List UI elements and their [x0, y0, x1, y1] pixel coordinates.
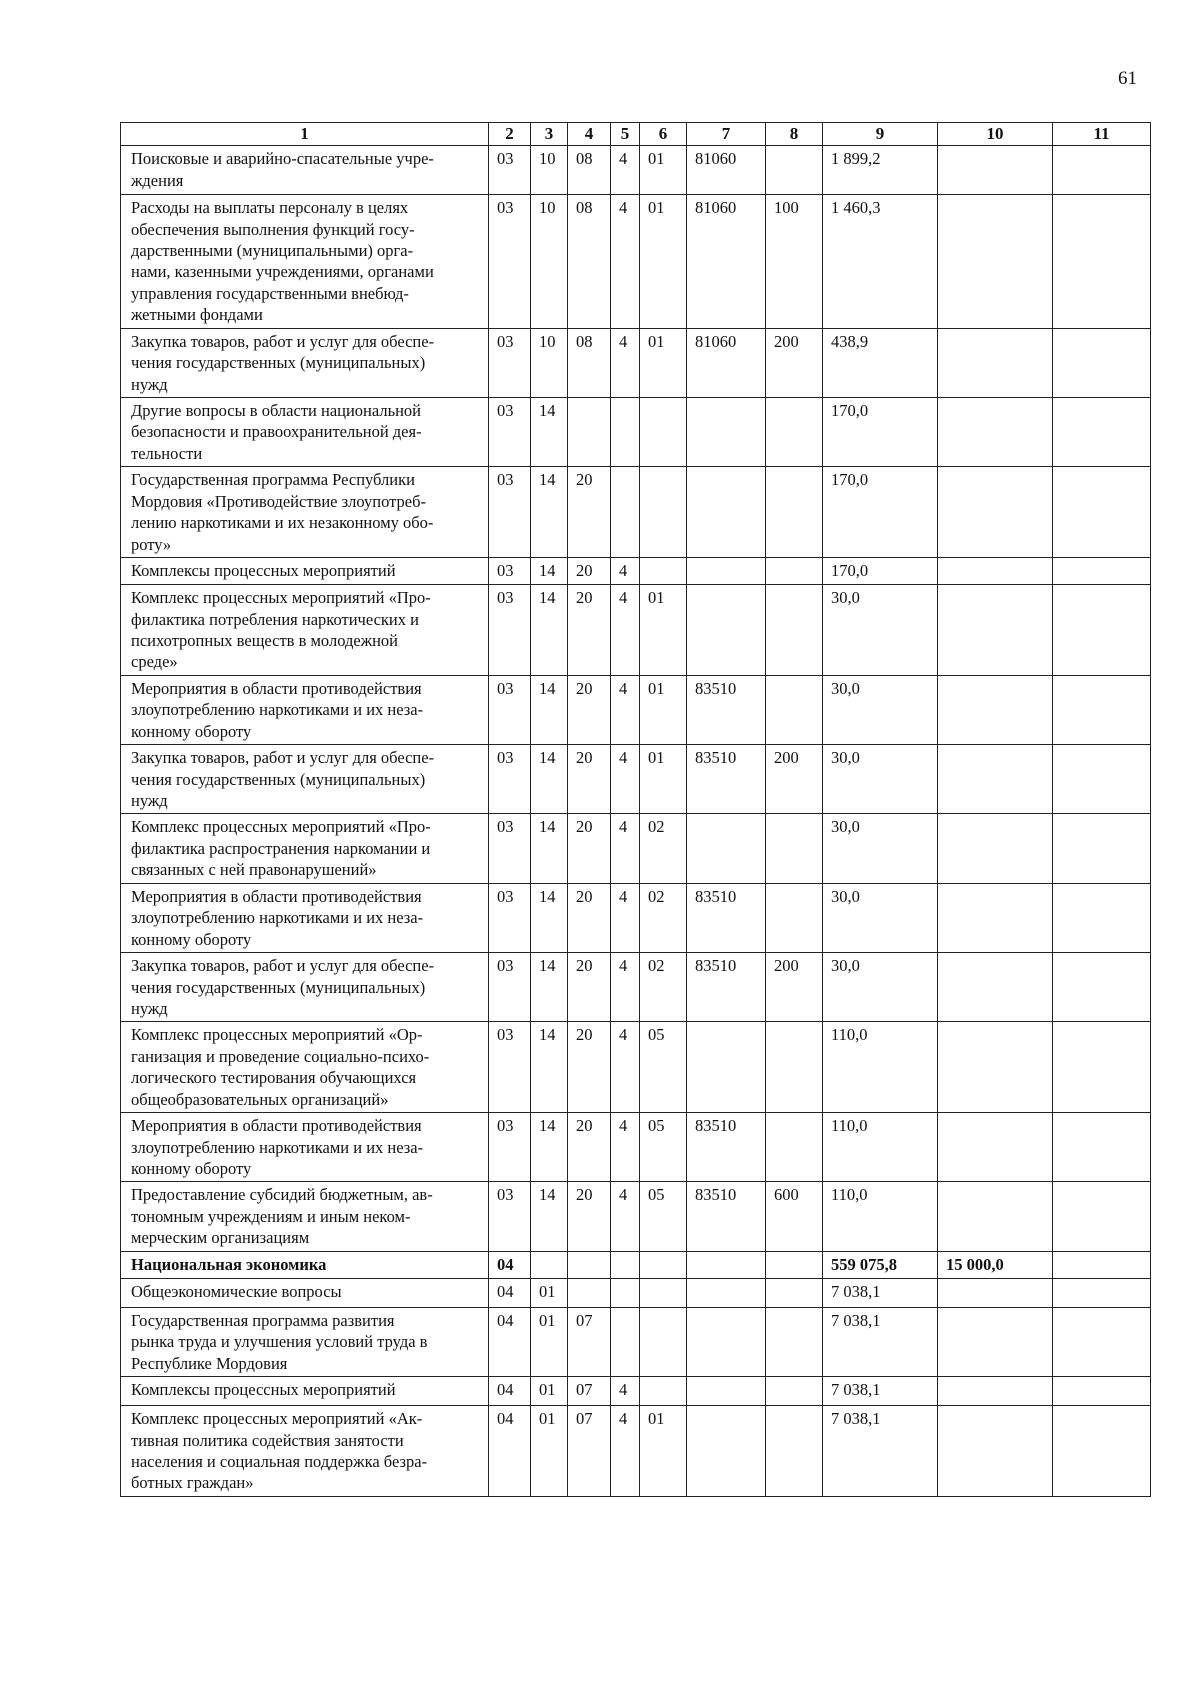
- table-cell: 30,0: [823, 883, 938, 952]
- row-name-cell: Мероприятия в области противодействия злоупотреблению наркотиками и их неза- конному обороту: [121, 675, 489, 744]
- table-row: [121, 1251, 1151, 1278]
- table-cell: [766, 1022, 823, 1113]
- table-cell: 83510: [687, 1182, 766, 1251]
- table-cell: [611, 1307, 640, 1376]
- column-header: 5: [611, 123, 640, 146]
- table-cell: 01: [640, 195, 687, 329]
- table-cell: 20: [568, 467, 611, 558]
- table-cell: 4: [611, 883, 640, 952]
- table-cell: 1 460,3: [823, 195, 938, 329]
- row-name-cell: Комплекс процессных мероприятий «Ор- ганизация и проведение социально-психо- логического тестирования обучающихся общеобразовательных организаций»: [121, 1022, 489, 1113]
- table-cell: [687, 814, 766, 883]
- table-cell: [1053, 558, 1151, 585]
- table-cell: 110,0: [823, 1022, 938, 1113]
- table-cell: [687, 1307, 766, 1376]
- table-cell: 20: [568, 883, 611, 952]
- table-cell: [938, 814, 1053, 883]
- table-cell: 03: [489, 745, 531, 814]
- table-cell: [640, 1307, 687, 1376]
- table-row: [121, 398, 1151, 467]
- table-cell: [766, 675, 823, 744]
- table-cell: 4: [611, 558, 640, 585]
- table-cell: 03: [489, 883, 531, 952]
- table-cell: 7 038,1: [823, 1377, 938, 1406]
- table-cell: [640, 1377, 687, 1406]
- table-cell: [938, 1377, 1053, 1406]
- table-cell: 03: [489, 558, 531, 585]
- table-cell: [938, 328, 1053, 397]
- row-name-cell: Другие вопросы в области национальной безопасности и правоохранительной дея- тельности: [121, 398, 489, 467]
- table-cell: [938, 883, 1053, 952]
- table-cell: [938, 745, 1053, 814]
- table-cell: 07: [568, 1377, 611, 1406]
- table-cell: [687, 1022, 766, 1113]
- table-row: [121, 883, 1151, 952]
- table-cell: 04: [489, 1307, 531, 1376]
- table-cell: 03: [489, 467, 531, 558]
- table-cell: 03: [489, 328, 531, 397]
- table-cell: 110,0: [823, 1182, 938, 1251]
- table-cell: 03: [489, 585, 531, 676]
- table-cell: 14: [531, 585, 568, 676]
- row-name-cell: Мероприятия в области противодействия злоупотреблению наркотиками и их неза- конному обороту: [121, 883, 489, 952]
- table-row: [121, 467, 1151, 558]
- table-cell: [640, 398, 687, 467]
- table-cell: [766, 1278, 823, 1307]
- table-cell: 20: [568, 1022, 611, 1113]
- table-cell: 81060: [687, 328, 766, 397]
- column-header: 7: [687, 123, 766, 146]
- table-cell: [1053, 1251, 1151, 1278]
- table-cell: 7 038,1: [823, 1278, 938, 1307]
- row-name-cell: Комплекс процессных мероприятий «Про- филактика распространения наркомании и связанных с ней правонарушений»: [121, 814, 489, 883]
- table-cell: [938, 675, 1053, 744]
- column-header: 6: [640, 123, 687, 146]
- table-cell: 4: [611, 1022, 640, 1113]
- row-name-cell: Национальная экономика: [121, 1251, 489, 1278]
- table-cell: 10: [531, 146, 568, 195]
- table-cell: [766, 1307, 823, 1376]
- table-cell: 14: [531, 745, 568, 814]
- row-name-cell: Закупка товаров, работ и услуг для обеспе- чения государственных (муниципальных) нужд: [121, 745, 489, 814]
- table-cell: 20: [568, 558, 611, 585]
- table-cell: 200: [766, 328, 823, 397]
- table-cell: [531, 1251, 568, 1278]
- table-cell: 10: [531, 328, 568, 397]
- column-header: 2: [489, 123, 531, 146]
- table-header-row: [121, 123, 1151, 146]
- row-name-cell: Комплексы процессных мероприятий: [121, 1377, 489, 1406]
- row-name-cell: Поисковые и аварийно-спасательные учре- ждения: [121, 146, 489, 195]
- table-row: [121, 328, 1151, 397]
- table-cell: 7 038,1: [823, 1307, 938, 1376]
- table-cell: 14: [531, 467, 568, 558]
- table-cell: 4: [611, 814, 640, 883]
- table-cell: 14: [531, 675, 568, 744]
- column-header: 9: [823, 123, 938, 146]
- table-cell: 04: [489, 1278, 531, 1307]
- column-header: 8: [766, 123, 823, 146]
- table-cell: 03: [489, 1022, 531, 1113]
- table-cell: 14: [531, 883, 568, 952]
- table-cell: [938, 585, 1053, 676]
- table-row: [121, 675, 1151, 744]
- table-cell: 08: [568, 195, 611, 329]
- table-cell: 14: [531, 1022, 568, 1113]
- table-cell: [1053, 1182, 1151, 1251]
- table-row: [121, 1022, 1151, 1113]
- table-cell: 1 899,2: [823, 146, 938, 195]
- table-cell: 02: [640, 814, 687, 883]
- table-cell: [568, 398, 611, 467]
- table-cell: [611, 1278, 640, 1307]
- table-cell: 05: [640, 1113, 687, 1182]
- row-name-cell: Комплекс процессных мероприятий «Про- филактика потребления наркотических и психотропных веществ в молодежной среде»: [121, 585, 489, 676]
- table-cell: 30,0: [823, 675, 938, 744]
- row-name-cell: Комплексы процессных мероприятий: [121, 558, 489, 585]
- table-row: [121, 814, 1151, 883]
- table-cell: 20: [568, 675, 611, 744]
- table-cell: 03: [489, 1182, 531, 1251]
- table-cell: [938, 953, 1053, 1022]
- table-cell: [766, 1113, 823, 1182]
- budget-table: [120, 122, 1151, 1497]
- table-cell: 170,0: [823, 558, 938, 585]
- table-row: [121, 1406, 1151, 1497]
- table-cell: 170,0: [823, 467, 938, 558]
- table-cell: 4: [611, 1406, 640, 1497]
- table-cell: 20: [568, 1113, 611, 1182]
- table-cell: 14: [531, 1182, 568, 1251]
- table-cell: 100: [766, 195, 823, 329]
- table-cell: [687, 558, 766, 585]
- table-cell: 01: [640, 328, 687, 397]
- table-cell: [611, 1251, 640, 1278]
- table-cell: 30,0: [823, 814, 938, 883]
- table-cell: [1053, 467, 1151, 558]
- table-cell: 83510: [687, 953, 766, 1022]
- table-cell: [568, 1278, 611, 1307]
- table-cell: [1053, 953, 1151, 1022]
- table-cell: [1053, 328, 1151, 397]
- table-cell: 7 038,1: [823, 1406, 938, 1497]
- column-header: 3: [531, 123, 568, 146]
- table-cell: 20: [568, 953, 611, 1022]
- row-name-cell: Предоставление субсидий бюджетным, ав- тономным учреждениям и иным неком- мерческим организациям: [121, 1182, 489, 1251]
- table-cell: 07: [568, 1406, 611, 1497]
- table-cell: [938, 1307, 1053, 1376]
- table-cell: [687, 1406, 766, 1497]
- table-cell: [938, 146, 1053, 195]
- table-cell: 4: [611, 146, 640, 195]
- table-cell: 05: [640, 1022, 687, 1113]
- table-cell: [687, 398, 766, 467]
- table-cell: 14: [531, 953, 568, 1022]
- table-cell: 83510: [687, 1113, 766, 1182]
- table-body: [121, 146, 1151, 1497]
- table-cell: 03: [489, 675, 531, 744]
- table-cell: [1053, 883, 1151, 952]
- table-cell: 20: [568, 1182, 611, 1251]
- table-cell: 02: [640, 953, 687, 1022]
- table-cell: 03: [489, 195, 531, 329]
- table-cell: 03: [489, 1113, 531, 1182]
- table-cell: 20: [568, 814, 611, 883]
- table-cell: [938, 1113, 1053, 1182]
- table-cell: 14: [531, 558, 568, 585]
- table-cell: [1053, 1406, 1151, 1497]
- table-cell: [938, 467, 1053, 558]
- table-cell: [1053, 1022, 1151, 1113]
- table-cell: 01: [640, 1406, 687, 1497]
- table-cell: [1053, 1278, 1151, 1307]
- table-row: [121, 1307, 1151, 1376]
- table-cell: 438,9: [823, 328, 938, 397]
- table-cell: [766, 1251, 823, 1278]
- table-cell: 30,0: [823, 953, 938, 1022]
- column-header: 4: [568, 123, 611, 146]
- table-row: [121, 953, 1151, 1022]
- table-row: [121, 558, 1151, 585]
- table-cell: 170,0: [823, 398, 938, 467]
- table-cell: 110,0: [823, 1113, 938, 1182]
- table-cell: 01: [640, 146, 687, 195]
- table-cell: 03: [489, 146, 531, 195]
- column-header: 10: [938, 123, 1053, 146]
- table-cell: 08: [568, 146, 611, 195]
- table-cell: 14: [531, 398, 568, 467]
- table-cell: 15 000,0: [938, 1251, 1053, 1278]
- table-cell: [766, 398, 823, 467]
- table-cell: 08: [568, 328, 611, 397]
- row-name-cell: Закупка товаров, работ и услуг для обеспе- чения государственных (муниципальных) нужд: [121, 953, 489, 1022]
- table-cell: 200: [766, 745, 823, 814]
- table-cell: 03: [489, 398, 531, 467]
- table-cell: 4: [611, 1182, 640, 1251]
- table-cell: 4: [611, 953, 640, 1022]
- table-cell: [1053, 814, 1151, 883]
- table-cell: 81060: [687, 195, 766, 329]
- table-cell: [1053, 745, 1151, 814]
- table-cell: [687, 1251, 766, 1278]
- table-cell: [640, 1251, 687, 1278]
- table-cell: 01: [531, 1307, 568, 1376]
- table-cell: [766, 814, 823, 883]
- row-name-cell: Общеэкономические вопросы: [121, 1278, 489, 1307]
- table-cell: [1053, 1377, 1151, 1406]
- table-cell: [611, 398, 640, 467]
- table-cell: 4: [611, 745, 640, 814]
- row-name-cell: Закупка товаров, работ и услуг для обеспе- чения государственных (муниципальных) нужд: [121, 328, 489, 397]
- table-cell: 83510: [687, 675, 766, 744]
- table-cell: [640, 558, 687, 585]
- row-name-cell: Комплекс процессных мероприятий «Ак- тивная политика содействия занятости населения и социальная поддержка безра- ботных граждан»: [121, 1406, 489, 1497]
- table-cell: 20: [568, 585, 611, 676]
- table-cell: 01: [640, 745, 687, 814]
- table-cell: 4: [611, 1377, 640, 1406]
- row-name-cell: Государственная программа Республики Мордовия «Противодействие злоупотреб- лению наркотиками и их незаконному обо- роту»: [121, 467, 489, 558]
- table-cell: 81060: [687, 146, 766, 195]
- table-cell: 83510: [687, 745, 766, 814]
- table-cell: [766, 883, 823, 952]
- table-cell: 200: [766, 953, 823, 1022]
- table-cell: [687, 1278, 766, 1307]
- table-cell: [938, 1182, 1053, 1251]
- table-cell: 30,0: [823, 585, 938, 676]
- table-cell: [1053, 585, 1151, 676]
- table-cell: 01: [531, 1406, 568, 1497]
- table-cell: 04: [489, 1251, 531, 1278]
- table-cell: 10: [531, 195, 568, 329]
- table-cell: [766, 585, 823, 676]
- table-cell: 30,0: [823, 745, 938, 814]
- table-cell: 03: [489, 814, 531, 883]
- table-cell: [1053, 675, 1151, 744]
- table-row: [121, 146, 1151, 195]
- table-cell: [611, 467, 640, 558]
- row-name-cell: Государственная программа развития рынка труда и улучшения условий труда в Республике Мордовия: [121, 1307, 489, 1376]
- table-row: [121, 1182, 1151, 1251]
- table-row: [121, 1377, 1151, 1406]
- table-cell: 01: [640, 675, 687, 744]
- table-cell: 07: [568, 1307, 611, 1376]
- table-cell: 14: [531, 1113, 568, 1182]
- table-row: [121, 1278, 1151, 1307]
- table-cell: [766, 1377, 823, 1406]
- table-cell: 04: [489, 1406, 531, 1497]
- table-cell: [1053, 1113, 1151, 1182]
- table-cell: 14: [531, 814, 568, 883]
- row-name-cell: Расходы на выплаты персоналу в целях обеспечения выполнения функций госу- дарственными (муниципальными) орга- нами, казенными учреждениями, органами управления государственными внебюд- жетными фондами: [121, 195, 489, 329]
- table-cell: 01: [531, 1278, 568, 1307]
- table-cell: 4: [611, 675, 640, 744]
- table-cell: [938, 398, 1053, 467]
- table-cell: [938, 1406, 1053, 1497]
- table-cell: 04: [489, 1377, 531, 1406]
- table-cell: [1053, 195, 1151, 329]
- table-cell: 83510: [687, 883, 766, 952]
- table-cell: 4: [611, 585, 640, 676]
- table-row: [121, 195, 1151, 329]
- table-cell: 05: [640, 1182, 687, 1251]
- table-cell: [687, 467, 766, 558]
- table-cell: 02: [640, 883, 687, 952]
- table-cell: [640, 1278, 687, 1307]
- column-header: 11: [1053, 123, 1151, 146]
- table-cell: [938, 1022, 1053, 1113]
- column-header: 1: [121, 123, 489, 146]
- table-cell: [766, 467, 823, 558]
- table-cell: [938, 558, 1053, 585]
- table-cell: [766, 1406, 823, 1497]
- table-cell: [1053, 1307, 1151, 1376]
- table-cell: [938, 1278, 1053, 1307]
- table-cell: 4: [611, 1113, 640, 1182]
- row-name-cell: Мероприятия в области противодействия злоупотреблению наркотиками и их неза- конному обороту: [121, 1113, 489, 1182]
- table-cell: [568, 1251, 611, 1278]
- table-cell: 4: [611, 328, 640, 397]
- table-cell: 20: [568, 745, 611, 814]
- table-cell: [766, 146, 823, 195]
- table-cell: 600: [766, 1182, 823, 1251]
- table-cell: 01: [640, 585, 687, 676]
- table-cell: [766, 558, 823, 585]
- table-row: [121, 1113, 1151, 1182]
- table-cell: 4: [611, 195, 640, 329]
- table-cell: [687, 1377, 766, 1406]
- table-cell: [938, 195, 1053, 329]
- table-cell: [640, 467, 687, 558]
- page-number: 61: [1118, 68, 1137, 89]
- table-cell: [687, 585, 766, 676]
- table-row: [121, 585, 1151, 676]
- table-cell: 03: [489, 953, 531, 1022]
- table-cell: [1053, 146, 1151, 195]
- table-row: [121, 745, 1151, 814]
- table-cell: 559 075,8: [823, 1251, 938, 1278]
- table-cell: [1053, 398, 1151, 467]
- table-cell: 01: [531, 1377, 568, 1406]
